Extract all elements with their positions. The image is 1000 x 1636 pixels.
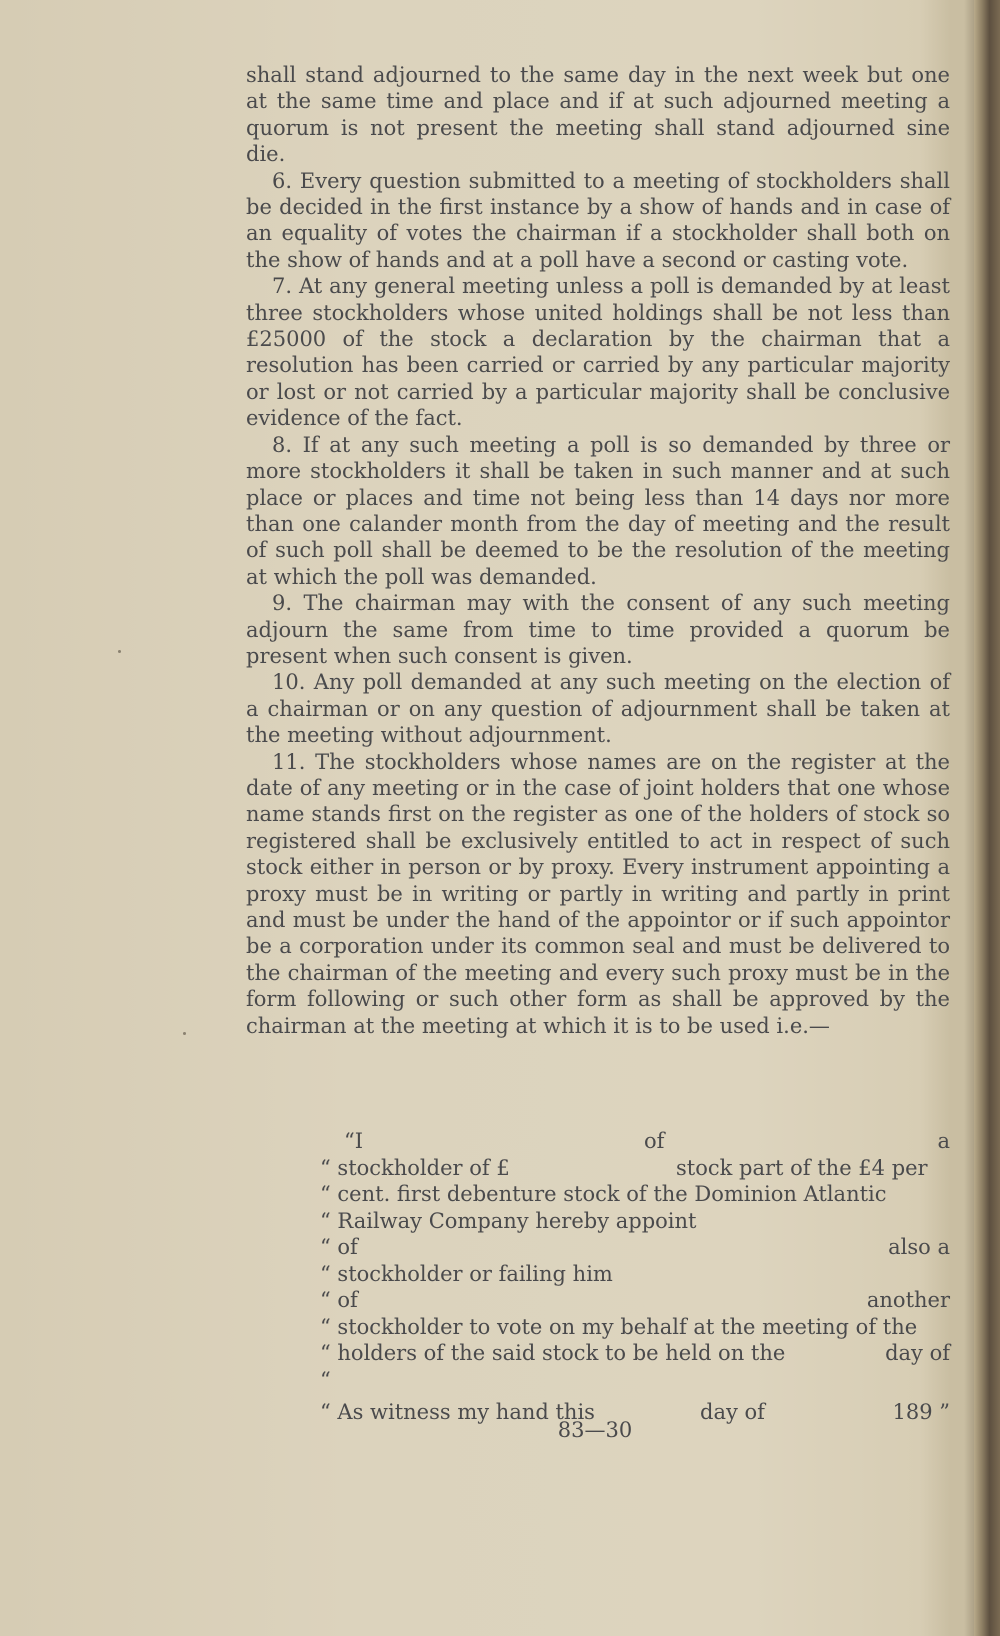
proxy-form-line [320,1314,950,1341]
proxy-form-left: “ As witness my hand this [320,1400,595,1424]
proxy-form-right: another [866,1288,950,1312]
proxy-form-right: day of [885,1341,950,1365]
proxy-form-middle: of [644,1129,665,1153]
proxy-form-left: “ stockholder to vote on my behalf at the meeting of the [320,1314,918,1339]
proxy-form-line [320,1128,950,1155]
proxy-form-left: “ of [320,1235,358,1259]
proxy-form-middle: stock part of the £4 per [676,1155,928,1180]
proxy-form-line [320,1340,950,1367]
proxy-form-left: “ cent. first debenture stock of the Dominion Atlantic [320,1182,887,1206]
paragraph-9: 9. The chairman may with the consent of any such meeting adjourn the same from time to time provided a quorum be present when such consent is given. [246,591,950,668]
paper-speck [183,1032,186,1035]
paragraph-7: 7. At any general meeting unless a poll is demanded by at least three stockholders whose united holdings shall be not less than £25000 of the stock a declaration by the chairman that a resolution has been carried or carried by any particular majority or lost or not carried by a particular majority shall be conclusive evidence of the fact. [246,274,950,431]
proxy-form-line [320,1234,950,1261]
proxy-form [320,1128,950,1426]
proxy-form-right: also a [888,1235,950,1259]
page-gutter-shadow [964,0,974,1636]
proxy-form-right: 189 ” [892,1400,950,1424]
proxy-form-left: “ holders of the said stock to be held on the [320,1341,786,1365]
paragraph-6: 6. Every question submitted to a meeting of stockholders shall be decided in the first instance by a show of hands and in case of an equality of votes the chairman if a stockholder shall both on the show of hands and at a poll have a second or casting vote. [246,168,950,272]
proxy-form-line [320,1155,950,1182]
proxy-form-middle: day of [700,1400,765,1424]
proxy-form-left: “ of [320,1288,358,1312]
proxy-form-left: “ stockholder of £ [320,1155,510,1180]
paper-speck [118,650,121,653]
proxy-form-left: “I [344,1129,364,1153]
paragraph-11: 11. The stockholders whose names are on the register at the date of any meeting or in the case of joint holders that one whose name stands first on the register as one of the holders of stock so registered shall be exclusively entitled to act in respect of such stock either in person or by proxy. Every instrument appointing a proxy must be in writing or partly in writing and partly in print and must be under the hand of the appointor or if such appointor be a corporation under its common seal and must be delivered to the chairman of the meeting and every such proxy must be in the form following or such other form as shall be approved by the chairman at the meeting at which it is to be used i.e.— [246,749,950,1038]
paragraph-continuation: shall stand adjourned to the same day in the next week but one at the same time and place and if at such adjourned meeting a quorum is not present the meeting shall stand adjourned sine die. [246,63,950,167]
paragraph-10: 10. Any poll demanded at any such meeting on the election of a chairman or on any question of adjournment shall be taken at the meeting without adjournment. [246,670,950,748]
proxy-form-right: a [937,1129,950,1153]
proxy-form-left: “ stockholder or failing him [320,1261,613,1286]
proxy-form-line [320,1181,950,1208]
proxy-form-line [320,1367,950,1394]
paragraph-8: 8. If at any such meeting a poll is so demanded by three or more stockholders it shall be taken in such manner and at such place or places and time not being less than 14 days nor more than one calander month from the day of meeting and the result of such poll shall be deemed to be the resolution of the meeting at which the poll was demanded. [246,432,950,589]
proxy-form-line [320,1287,950,1314]
proxy-form-left: “ [320,1367,331,1392]
proxy-form-line [320,1261,950,1288]
proxy-form-left: “ Railway Company hereby appoint [320,1208,697,1233]
proxy-form-line [320,1208,950,1235]
book-spine [974,0,1000,1636]
page-folio: 83—30 [557,1418,633,1442]
body-text [246,62,950,1039]
